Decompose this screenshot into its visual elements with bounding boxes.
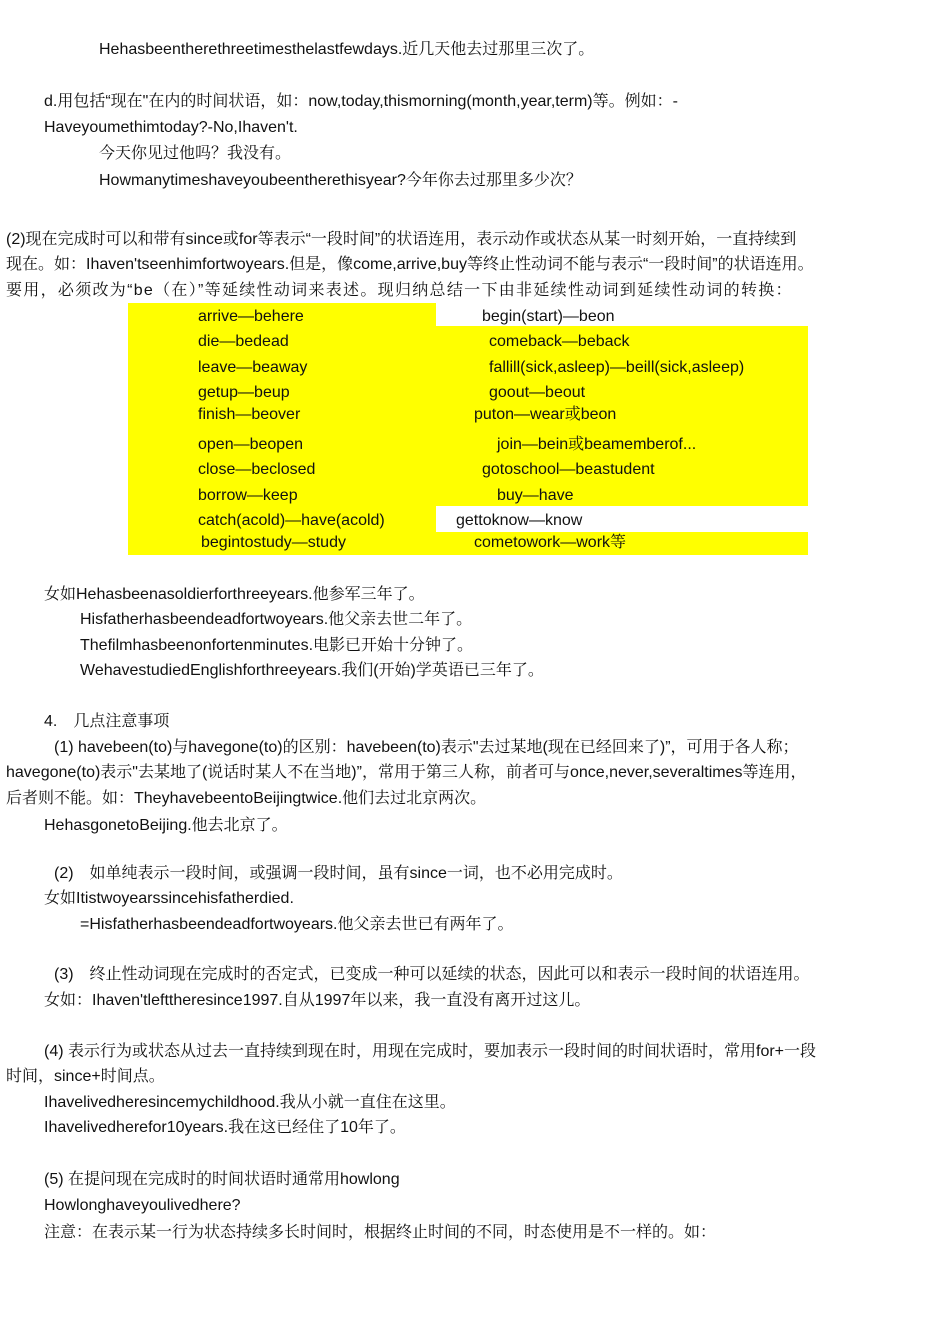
text-line: (3) 终止性动词现在完成时的否定式，已变成一种可以延续的状态，因此可以和表示一段时间的状语连用。: [54, 966, 810, 983]
text-line: Haveyoumethimtoday?-No,Ihaven't.: [44, 119, 298, 136]
text-line: (4) 表示行为或状态从过去一直持续到现在时，用现在完成时，要加表示一段时间的时间状语时，常用for+一段: [44, 1043, 817, 1060]
text-line: Thefilmhasbeenonfortenminutes.电影已开始十分钟了。: [80, 637, 474, 654]
text-line: (1) havebeen(to)与havegone(to)的区别：havebeen(to)表示"去过某地(现在已经回来了)”，可用于各人称；: [54, 739, 799, 756]
text-line: Ihavelivedherefor10years.我在这已经住了10年了。: [44, 1119, 406, 1136]
table-left-item: open—beopen: [198, 436, 303, 453]
table-left-item: finish—beover: [198, 406, 301, 423]
text-line: Hisfatherhasbeendeadfortwoyears.他父亲去世二年了。: [80, 611, 473, 628]
table-right-item: puton—wear或beon: [474, 406, 617, 423]
text-line: 后者则不能。如：TheyhavebeentoBeijingtwice.他们去过北京两次。: [6, 790, 487, 807]
text-line: havegone(to)表示"去某地了(说话时某人不在当地)”，常用于第三人称，前者可与once,never,severaltimes等连用，: [6, 764, 807, 781]
table-left-item: die—bedead: [198, 333, 289, 350]
table-left-item: arrive—behere: [198, 308, 304, 325]
table-left-item: begintostudy—study: [201, 534, 346, 551]
table-left-item: getup—beup: [198, 384, 290, 401]
text-line: 女如Itistwoyearssincehisfatherdied.: [44, 890, 294, 907]
text-line: 女如：Ihaven'tlefttheresince1997.自从1997年以来，我一直没有离开过这儿。: [44, 992, 591, 1009]
table-right-item: begin(start)—beon: [482, 308, 615, 325]
text-line: (5) 在提问现在完成时的时间状语时通常用howlong: [44, 1171, 400, 1188]
table-left-item: leave—beaway: [198, 359, 308, 376]
text-line: HehasgonetoBeijing.他去北京了。: [44, 817, 288, 834]
text-line: WehavestudiedEnglishforthreeyears.我们(开始)学英语已三年了。: [80, 662, 544, 679]
table-right-item: cometowork—work等: [474, 534, 627, 551]
text-line: 今天你见过他吗？我没有。: [99, 145, 292, 162]
table-left-item: catch(acold)—have(acold): [198, 512, 385, 529]
table-right-item: join—bein或beamemberof...: [497, 436, 697, 453]
text-line: 注意：在表示某一行为状态持续多长时间时，根据终止时间的不同，时态使用是不一样的。如：: [44, 1224, 717, 1241]
table-right-item: gotoschool—beastudent: [482, 461, 655, 478]
table-left-item: borrow—keep: [198, 487, 298, 504]
text-line: 现在。如：Ihaven'tseenhimfortwoyears.但是，像come,arrive,buy等终止性动词不能与表示“一段时间”的状语连用。: [6, 256, 814, 273]
text-line: Hehasbeentherethreetimesthelastfewdays.近几天他去过那里三次了。: [99, 41, 595, 58]
table-right-item: fallill(sick,asleep)—beill(sick,asleep): [489, 359, 745, 376]
table-left-item: close—beclosed: [198, 461, 316, 478]
text-line: =Hisfatherhasbeendeadfortwoyears.他父亲去世已有两年了。: [80, 916, 514, 933]
section-heading: 4. 几点注意事项: [44, 713, 170, 730]
text-line: Howlonghaveyoulivedhere?: [44, 1197, 241, 1214]
table-right-item: goout—beout: [489, 384, 586, 401]
text-line: 时间，since+时间点。: [6, 1068, 165, 1085]
table-right-item: comeback—beback: [489, 333, 630, 350]
text-line: Howmanytimeshaveyoubeentherethisyear?今年你去过那里多少次？: [99, 172, 582, 189]
text-line: (2) 如单纯表示一段时间，或强调一段时间，虽有since一词，也不必用完成时。: [54, 865, 623, 882]
text-line: 女如Hehasbeenasoldierforthreeyears.他参军三年了。: [44, 586, 425, 603]
table-right-item: gettoknow—know: [456, 512, 583, 529]
text-line: d.用包括“现在"在内的时间状语，如：now,today,thismorning(month,year,term)等。例如：-: [44, 93, 678, 110]
text-line: Ihavelivedheresincemychildhood.我从小就一直住在这里。: [44, 1094, 456, 1111]
table-right-item: buy—have: [497, 487, 574, 504]
text-line: (2)现在完成时可以和带有since或for等表示“一段时间”的状语连用，表示动作或状态从某一时刻开始，一直持续到: [6, 231, 797, 248]
text-line: 要用，必须改为“be（在）”等延续性动词来表述。现归纳总结一下由非延续性动词到延续性动词的转换：: [6, 282, 793, 299]
